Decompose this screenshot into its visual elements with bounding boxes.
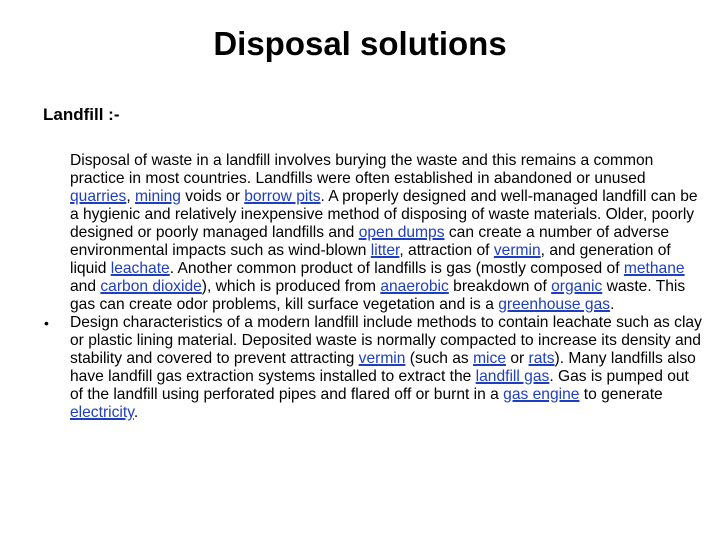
text-run: breakdown of	[448, 278, 552, 295]
paragraph	[44, 314, 706, 422]
link-electricity[interactable]: electricity	[70, 404, 134, 421]
link-quarries[interactable]: quarries	[70, 188, 127, 205]
text-run: can create a number of adverse environmental impacts such as wind-blown	[70, 224, 670, 259]
text-run: voids or	[180, 188, 245, 205]
text-run: . Another common product of landfills is gas (mostly composed of	[169, 260, 624, 277]
text-run: ,	[126, 188, 136, 205]
text-run: waste. This gas can create odor problems, kill surface vegetation and is a	[70, 278, 686, 313]
text-run: Design characteristics of a modern landfill include methods to contain leachate such as clay or plastic lining material. Deposited waste is normally compacted to increase its density and stability and covered to prevent attracting	[70, 314, 702, 367]
link-anaerobic[interactable]: anaerobic	[380, 278, 449, 295]
link-borrow-pits[interactable]: borrow pits	[244, 188, 321, 205]
link-leachate[interactable]: leachate	[110, 260, 170, 277]
bullet-icon: •	[44, 315, 49, 331]
link-open-dumps[interactable]: open dumps	[358, 224, 445, 241]
link-vermin[interactable]: vermin	[493, 242, 541, 259]
link-carbon-dioxide[interactable]: carbon dioxide	[100, 278, 202, 295]
link-organic[interactable]: organic	[551, 278, 603, 295]
text-run: Disposal of waste in a landfill involves burying the waste and this remains a common practice in most countries. Landfills were often established in abandoned or unused	[70, 152, 654, 187]
link-litter[interactable]: litter	[370, 242, 400, 259]
text-run: .	[610, 296, 615, 313]
link-methane[interactable]: methane	[623, 260, 685, 277]
link-greenhouse-gas[interactable]: greenhouse gas	[498, 296, 611, 313]
text-run: . Gas is pumped out of the landfill using perforated pipes and flared off or burnt in a	[70, 368, 689, 403]
section-heading: Landfill :-	[43, 105, 120, 124]
link-mice[interactable]: mice	[473, 350, 506, 367]
body-text	[44, 152, 706, 422]
link-mining[interactable]: mining	[135, 188, 181, 205]
text-run: and	[70, 278, 101, 295]
link-rats[interactable]: rats	[528, 350, 555, 367]
text-run: to generate	[579, 386, 663, 403]
text-run: ). Many landfills also have landfill gas extraction systems installed to extract the	[70, 350, 696, 385]
link-vermin[interactable]: vermin	[358, 350, 406, 367]
page-title: Disposal solutions	[213, 25, 507, 62]
text-run: or	[506, 350, 529, 367]
text-run: .	[133, 404, 139, 421]
text-run: . A properly designed and well-managed landfill can be a hygienic and relatively inexpensive method of disposing of waste materials. Older, poorly designed or poorly managed landfills and	[70, 188, 698, 241]
link-landfill-gas[interactable]: landfill gas	[475, 368, 550, 385]
text-run: ), which is produced from	[201, 278, 381, 295]
text-run: (such as	[405, 350, 474, 367]
paragraph	[70, 152, 706, 314]
text-run: , and generation of liquid	[70, 242, 671, 277]
text-run: , attraction of	[399, 242, 494, 259]
link-gas-engine[interactable]: gas engine	[503, 386, 580, 403]
